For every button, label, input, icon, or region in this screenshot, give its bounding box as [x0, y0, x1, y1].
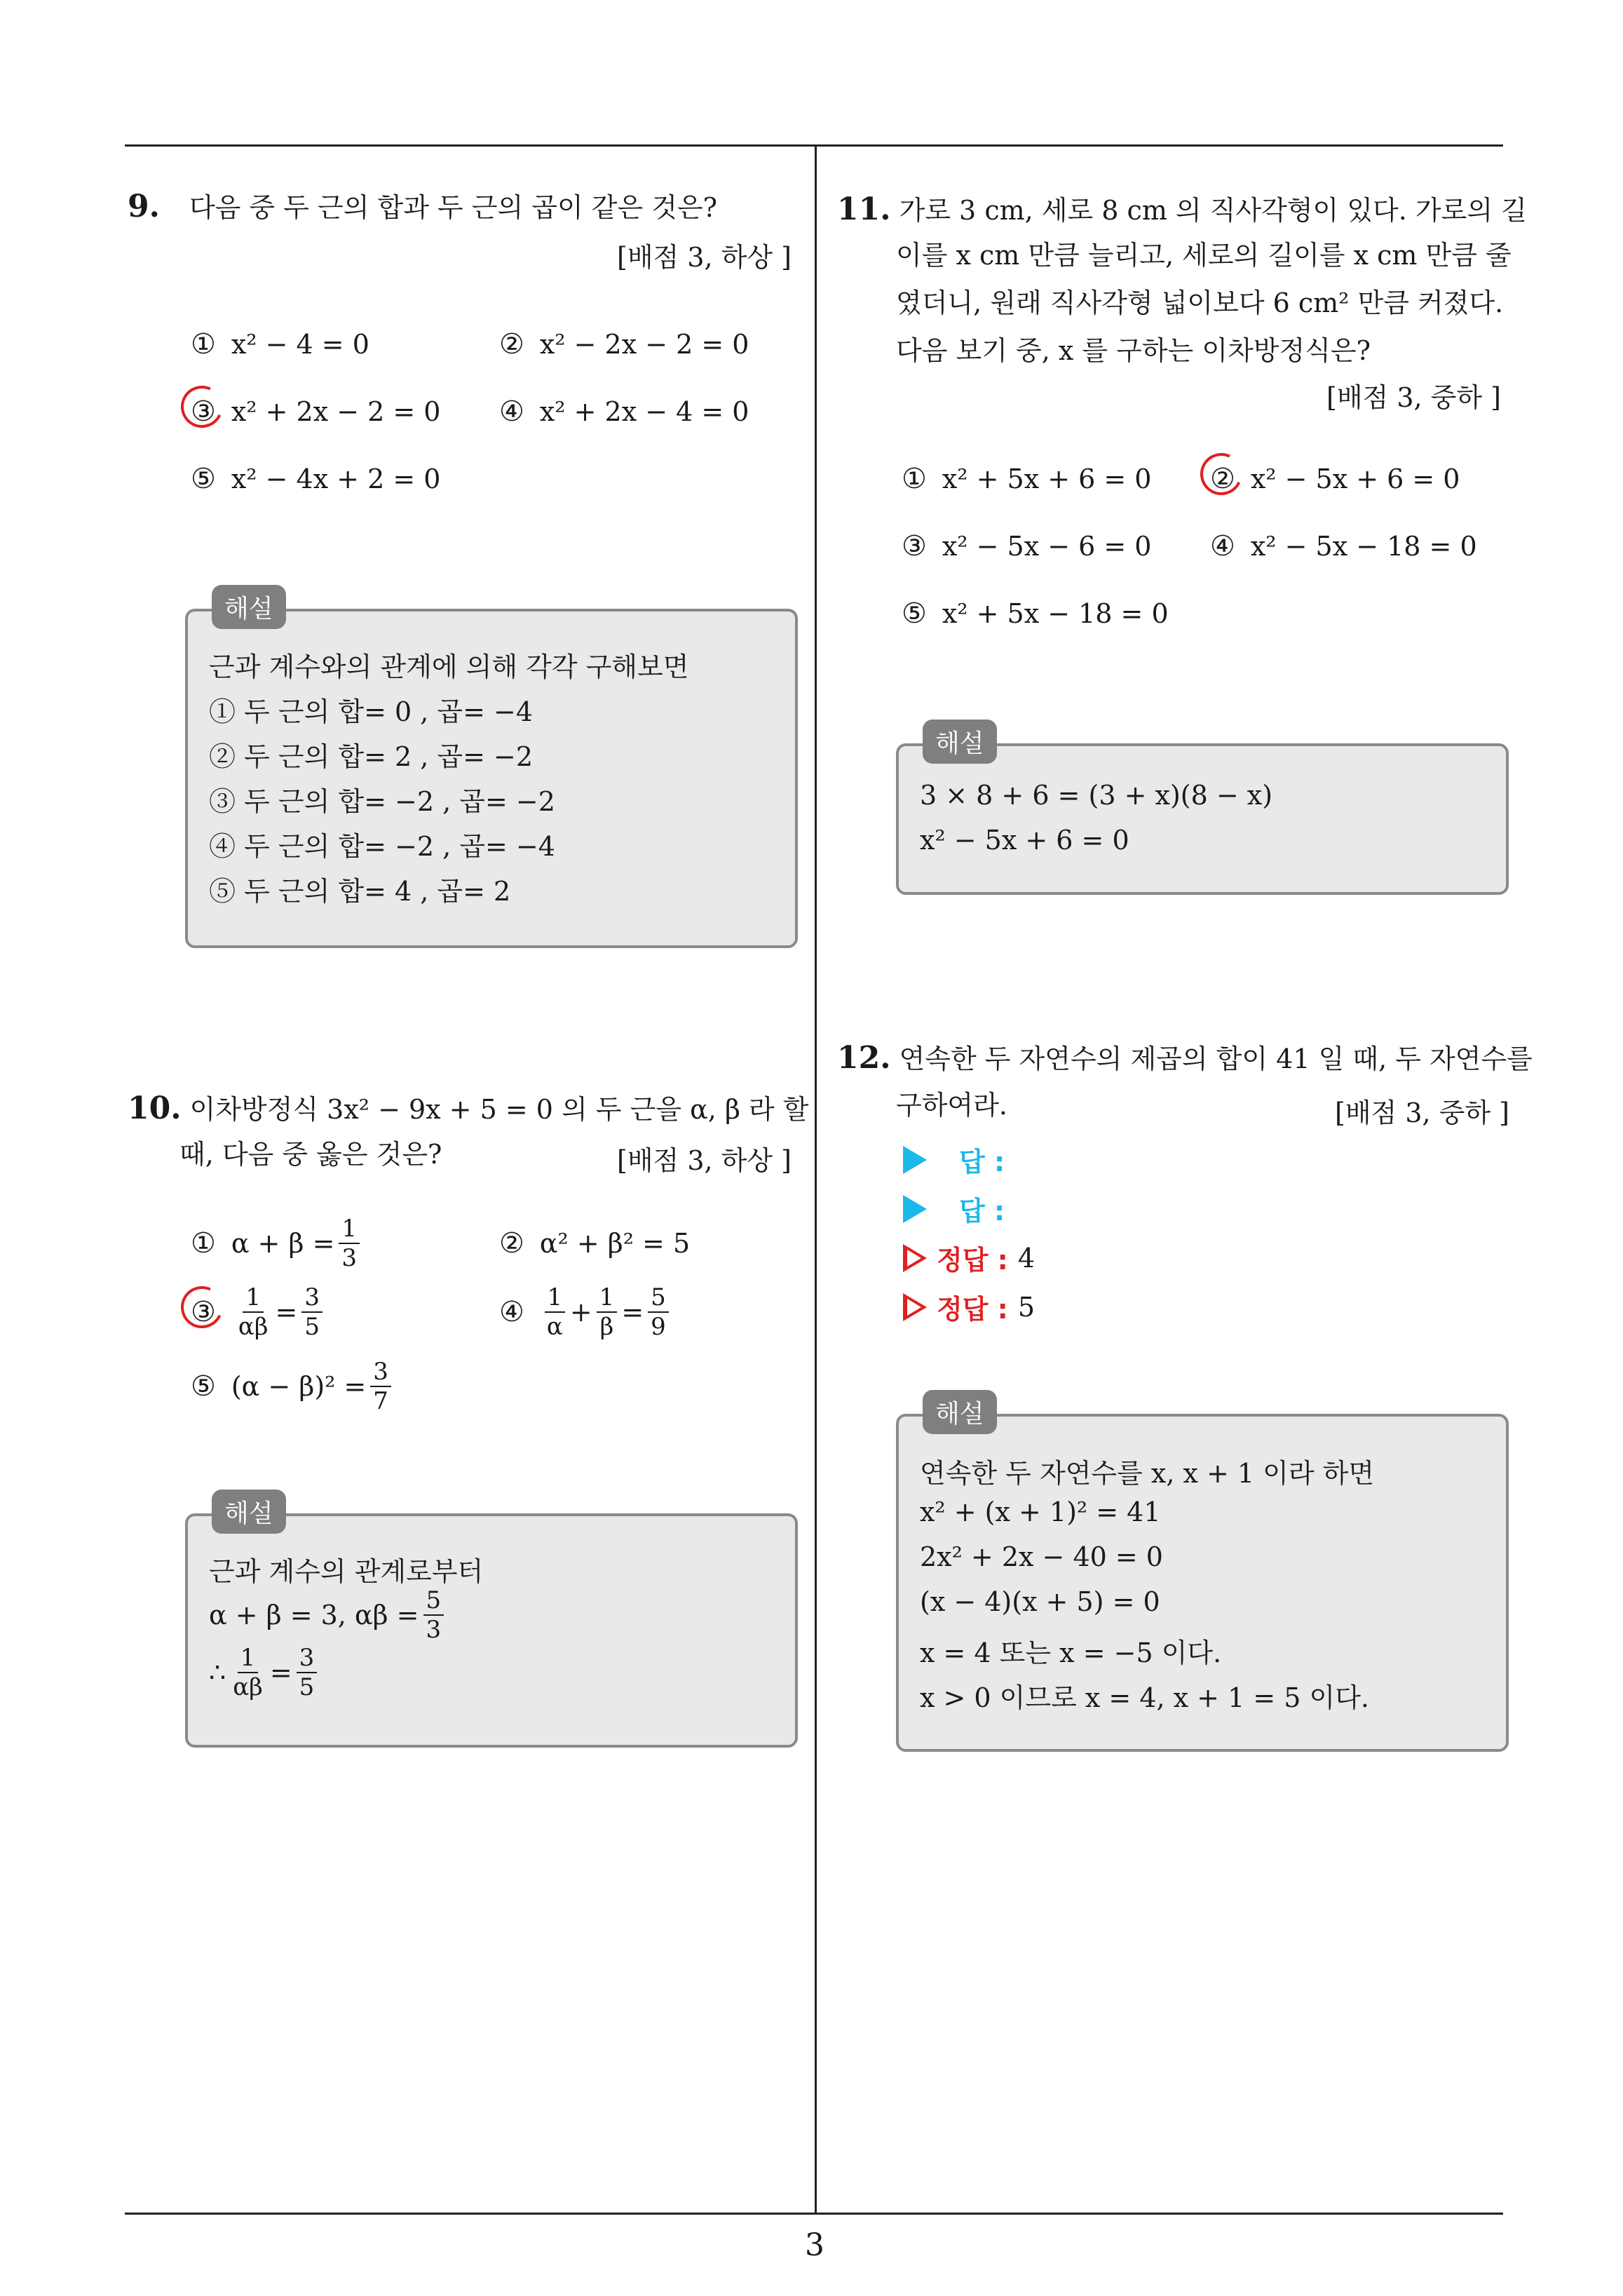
q10-option-5[interactable]: ⑤ (α − β)² = $\frac{3}{7}$ — [191, 1358, 395, 1415]
fraction: $\frac{1}{3}$ — [339, 1215, 360, 1272]
q10-explain-line: ∴ $\frac{1}{\alpha\beta}$ = $\frac{3}{5}$ — [209, 1644, 321, 1701]
q10-score: [배점 3, 하상 ] — [617, 1145, 792, 1176]
question-12 — [837, 1035, 1533, 1083]
q9-explain-line: ③ 두 근의 합= −2 , 곱= −2 — [209, 786, 555, 817]
q12-score: [배점 3, 중하 ] — [1335, 1098, 1509, 1128]
fraction: $\frac{1}{\alpha}$ — [544, 1283, 566, 1341]
q9-explain-line: ② 두 근의 합= 2 , 곱= −2 — [209, 741, 534, 772]
question-text-cont: 구하여라. — [896, 1090, 1007, 1121]
q10-option-2[interactable]: ② α² + β² = 5 — [499, 1227, 691, 1260]
fraction: $\frac{1}{\beta}$ — [597, 1283, 618, 1341]
q9-option-4[interactable]: ④ x² + 2x − 4 = 0 — [499, 396, 749, 428]
fraction: $\frac{1}{\alpha\beta}$ — [238, 1283, 269, 1341]
correct-answer-1: 정답 : 4 — [903, 1238, 1035, 1277]
q12-explain-line: 2x² + 2x − 40 = 0 — [920, 1541, 1163, 1572]
q9-explain-line: ④ 두 근의 합= −2 , 곱= −4 — [209, 831, 555, 862]
question-number: 9. — [128, 189, 160, 224]
answer-input-1[interactable]: 답 : — [903, 1140, 1005, 1179]
play-arrow-icon — [903, 1195, 927, 1223]
q9-explain-line: 근과 계수와의 관계에 의해 각각 구해보면 — [209, 651, 689, 682]
q9-option-1[interactable]: ① x² − 4 = 0 — [191, 328, 369, 360]
fraction: $\frac{3}{5}$ — [297, 1644, 318, 1701]
q12-explain-line: x² + (x + 1)² = 41 — [920, 1497, 1161, 1527]
q9-explain-line: ① 두 근의 합= 0 , 곱= −4 — [209, 696, 534, 727]
selected-circle-icon — [175, 380, 229, 434]
explanation-tab: 해설 — [212, 1490, 286, 1534]
bottom-rule — [125, 2213, 1503, 2215]
q11-explanation-box — [896, 743, 1509, 895]
q9-option-5[interactable]: ⑤ x² − 4x + 2 = 0 — [191, 463, 441, 495]
q9-explain-line: ⑤ 두 근의 합= 4 , 곱= 2 — [209, 876, 511, 907]
fraction: $\frac{3}{7}$ — [370, 1358, 391, 1415]
page-number: 3 — [805, 2227, 824, 2263]
question-10 — [128, 1086, 809, 1133]
q11-option-5[interactable]: ⑤ x² + 5x − 18 = 0 — [902, 597, 1169, 630]
selected-circle-icon — [1195, 447, 1249, 501]
fraction: $\frac{3}{5}$ — [301, 1283, 322, 1341]
q10-option-3[interactable]: ③ $\frac{1}{\alpha\beta}$ = $\frac{3}{5}$ — [191, 1283, 327, 1341]
question-number: 11. — [837, 191, 891, 227]
q9-option-3[interactable]: ③ x² + 2x − 2 = 0 — [191, 396, 440, 428]
q11-explain-line: 3 × 8 + 6 = (3 + x)(8 − x) — [920, 780, 1273, 811]
question-text-cont: 이를 x cm 만큼 늘리고, 세로의 길이를 x cm 만큼 줄 — [896, 240, 1512, 271]
fraction: $\frac{5}{9}$ — [648, 1283, 669, 1341]
q10-option-4[interactable]: ④ $\frac{1}{\alpha}$ + $\frac{1}{\beta}$ = $\frac{5}{9}$ — [499, 1283, 673, 1341]
outline-arrow-icon — [903, 1293, 927, 1321]
correct-answer-2: 정답 : 5 — [903, 1288, 1035, 1326]
selected-circle-icon — [175, 1281, 229, 1335]
q11-score: [배점 3, 중하 ] — [1326, 382, 1501, 413]
question-text-cont: 다음 보기 중, x 를 구하는 이차방정식은? — [896, 335, 1371, 366]
question-text: 가로 3 cm, 세로 8 cm 의 직사각형이 있다. 가로의 길 — [899, 195, 1527, 226]
q12-explain-line: x > 0 이므로 x = 4, x + 1 = 5 이다. — [920, 1682, 1370, 1713]
explanation-tab: 해설 — [212, 585, 286, 629]
q12-explain-line: 연속한 두 자연수를 x, x + 1 이라 하면 — [920, 1458, 1375, 1489]
q10-explain-line: 근과 계수의 관계로부터 — [209, 1556, 484, 1587]
q11-option-1[interactable]: ① x² + 5x + 6 = 0 — [902, 463, 1152, 495]
question-text: 이차방정식 3x² − 9x + 5 = 0 의 두 근을 α, β 라 할 — [189, 1094, 809, 1125]
q10-option-1[interactable]: ① α + β = $\frac{1}{3}$ — [191, 1215, 364, 1272]
question-text-cont: 때, 다음 중 옳은 것은? — [179, 1139, 442, 1170]
column-divider — [815, 144, 817, 2215]
question-number: 12. — [837, 1040, 891, 1076]
q11-option-3[interactable]: ③ x² − 5x − 6 = 0 — [902, 530, 1152, 562]
play-arrow-icon — [903, 1146, 927, 1174]
q11-option-2[interactable]: ② x² − 5x + 6 = 0 — [1210, 463, 1460, 495]
question-text: 연속한 두 자연수의 제곱의 합이 41 일 때, 두 자연수를 — [899, 1044, 1533, 1074]
question-11 — [837, 187, 1527, 234]
q9-option-2[interactable]: ② x² − 2x − 2 = 0 — [499, 328, 749, 360]
top-rule — [125, 144, 1503, 147]
q10-explain-line: α + β = 3, αβ = $\frac{5}{3}$ — [209, 1586, 448, 1644]
explanation-tab: 해설 — [923, 1390, 997, 1434]
q11-option-4[interactable]: ④ x² − 5x − 18 = 0 — [1210, 530, 1477, 562]
q12-explain-line: x = 4 또는 x = −5 이다. — [920, 1637, 1222, 1668]
fraction: $\frac{5}{3}$ — [423, 1586, 444, 1644]
fraction: $\frac{1}{\alpha\beta}$ — [233, 1644, 263, 1701]
answer-input-2[interactable]: 답 : — [903, 1189, 1005, 1228]
question-text: 다음 중 두 근의 합과 두 근의 곱이 같은 것은? — [189, 192, 718, 223]
question-number: 10. — [128, 1090, 182, 1126]
question-text-cont: 였더니, 원래 직사각형 넓이보다 6 cm² 만큼 커졌다. — [896, 288, 1504, 318]
q11-explain-line: x² − 5x + 6 = 0 — [920, 825, 1129, 856]
q12-explain-line: (x − 4)(x + 5) = 0 — [920, 1586, 1160, 1617]
q9-score: [배점 3, 하상 ] — [617, 242, 792, 273]
explanation-tab: 해설 — [923, 720, 997, 764]
outline-arrow-icon — [903, 1244, 927, 1272]
